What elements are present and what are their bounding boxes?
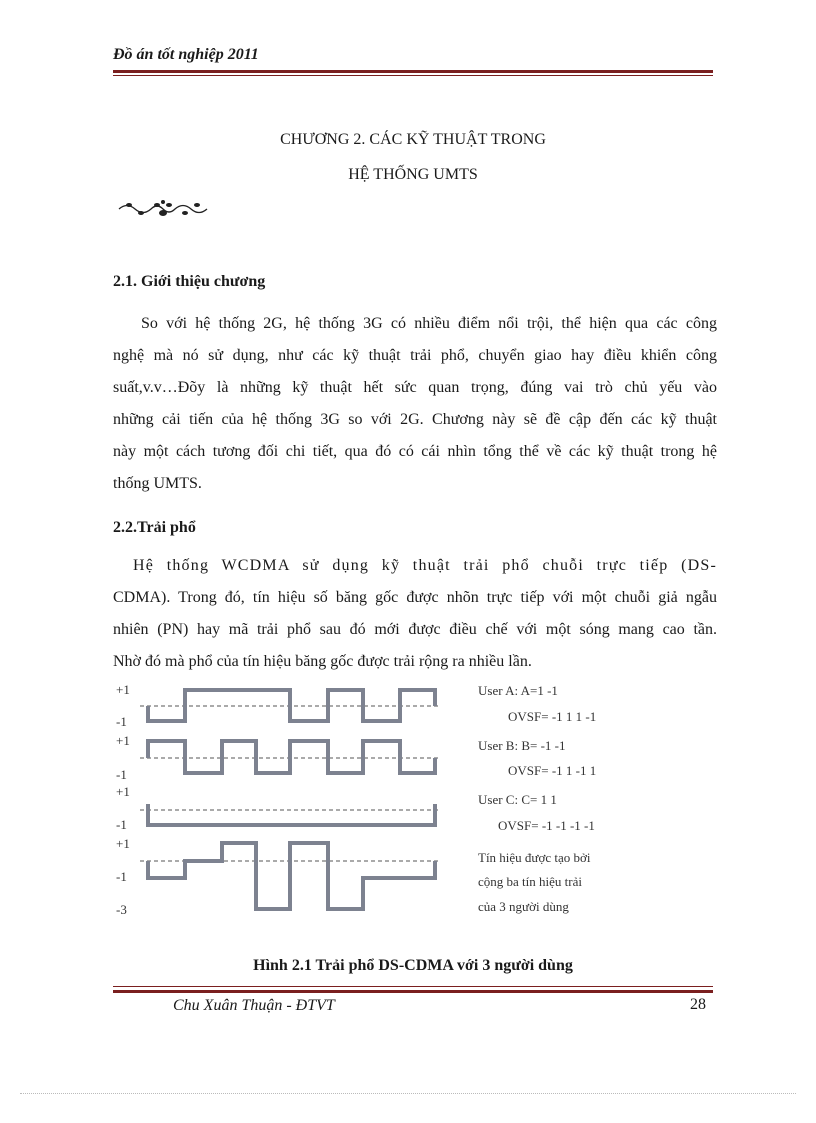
document-header-title: Đồ án tốt nghiệp 2011 xyxy=(113,46,259,63)
page-bottom-dotted-line xyxy=(20,1093,796,1094)
paragraph-line: những cải tiến của hệ thống 3G so với 2G. Chương này sẽ đề cập đến các kỹ thuật xyxy=(113,411,717,428)
user-c-label: User C: C= 1 1 xyxy=(478,792,557,807)
axis-label-plus1: +1 xyxy=(116,682,130,697)
axis-label-minus1: -1 xyxy=(116,817,127,832)
section-heading-spread-spectrum: 2.2.Trải phổ xyxy=(113,519,196,536)
paragraph-line: nhiên (PN) hay mã trải phổ sau đó mới được điều chế với một sóng mang cao tần. xyxy=(113,621,717,638)
header-rule-thin xyxy=(113,75,713,76)
axis-label-minus1: -1 xyxy=(116,714,127,729)
user-c-waveform xyxy=(148,804,435,825)
header-rule-thick xyxy=(113,70,713,73)
page-number: 28 xyxy=(690,996,706,1013)
user-b-waveform xyxy=(148,741,435,773)
footer-rule-thin xyxy=(113,986,713,987)
axis-label-plus1: +1 xyxy=(116,733,130,748)
axis-label-minus3: -3 xyxy=(116,902,127,917)
user-b-ovsf: OVSF= -1 1 -1 1 xyxy=(508,763,597,778)
axis-label-plus1: +1 xyxy=(116,784,130,799)
sum-label-line2: cộng ba tín hiệu trải xyxy=(478,874,582,889)
footer-author: Chu Xuân Thuận - ĐTVT xyxy=(173,997,335,1014)
section-heading-intro: 2.1. Giới thiệu chương xyxy=(113,273,266,290)
chapter-title-line2: HỆ THỐNG UMTS xyxy=(348,166,478,183)
paragraph-line: CDMA). Trong đó, tín hiệu số băng gốc được nhõn trực tiếp với một chuỗi giả ngẫu xyxy=(113,589,717,606)
chapter-title-line1: CHƯƠNG 2. CÁC KỸ THUẬT TRONG xyxy=(280,131,546,148)
figure-caption: Hình 2.1 Trải phổ DS-CDMA với 3 người dùng xyxy=(253,957,573,974)
axis-label-plus1: +1 xyxy=(116,836,130,851)
paragraph-line: Nhờ đó mà phổ của tín hiệu băng gốc được trải rộng ra nhiều lần. xyxy=(113,653,532,670)
paragraph-line: So với hệ thống 2G, hệ thống 3G có nhiều điểm nổi trội, thể hiện qua các công xyxy=(141,315,717,332)
sum-label-line3: của 3 người dùng xyxy=(478,899,569,914)
user-b-label: User B: B= -1 -1 xyxy=(478,738,566,753)
user-a-label: User A: A=1 -1 xyxy=(478,683,558,698)
decorative-ornament-icon xyxy=(117,198,209,220)
sum-waveform xyxy=(148,843,435,909)
ds-cdma-figure xyxy=(110,678,650,918)
axis-label-minus1: -1 xyxy=(116,869,127,884)
user-a-ovsf: OVSF= -1 1 1 -1 xyxy=(508,709,597,724)
sum-label-line1: Tín hiệu được tạo bởi xyxy=(478,850,591,865)
paragraph-line: suất,v.v…Đõy là những kỹ thuật hết sức quan trọng, đúng vai trò chủ yếu vào xyxy=(113,379,717,396)
user-c-ovsf: OVSF= -1 -1 -1 -1 xyxy=(498,818,595,833)
footer-rule-thick xyxy=(113,990,713,993)
paragraph-line: nghệ mà nó sử dụng, như các kỹ thuật trải phổ, chuyển giao hay điều khiển công xyxy=(113,347,717,364)
paragraph-line: này một cách tương đối chi tiết, qua đó có cái nhìn tổng thể về các kỹ thuật trong hệ xyxy=(113,443,717,460)
paragraph-line: thống UMTS. xyxy=(113,475,202,492)
intro-paragraph xyxy=(113,308,717,500)
axis-label-minus1: -1 xyxy=(116,767,127,782)
spread-spectrum-paragraph xyxy=(113,550,717,678)
paragraph-line: Hệ thống WCDMA sử dụng kỹ thuật trải phổ chuỗi trực tiếp (DS- xyxy=(133,557,717,574)
